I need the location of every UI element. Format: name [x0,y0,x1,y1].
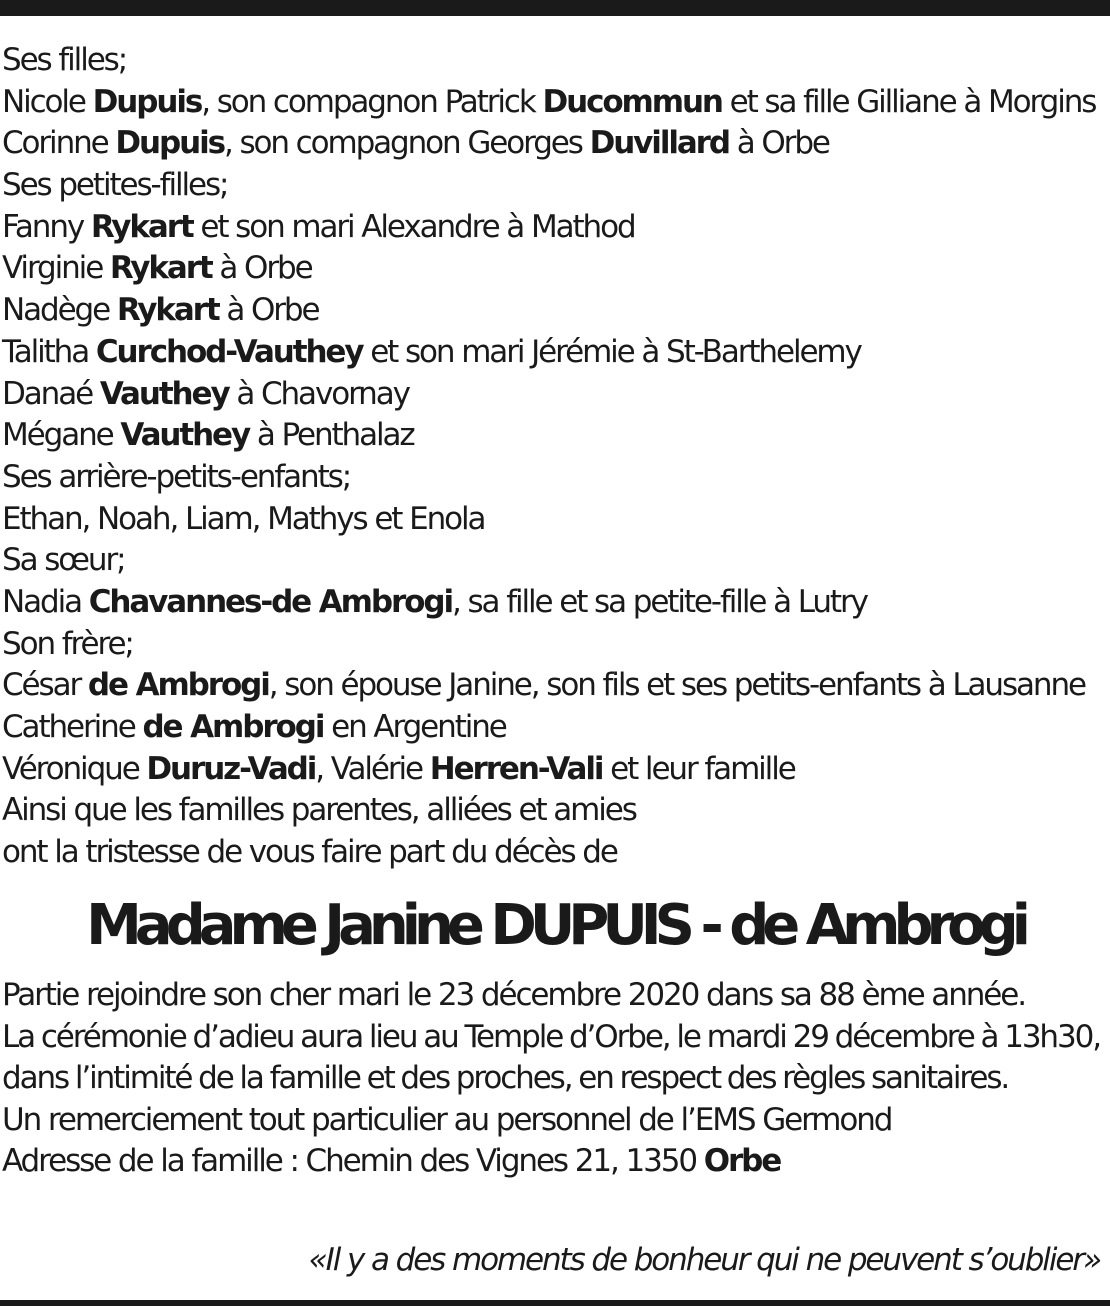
family-text: et leur famille [602,750,795,787]
family-text: , sa fille et sa petite-fille à Lutry [451,583,867,620]
family-text: Fanny [2,208,91,245]
family-text: Ainsi que les familles parentes, alliées et amies [2,792,636,829]
family-line [2,790,1108,832]
ceremony-paragraph: La cérémonie d’adieu aura lieu au Temple d’Orbe, le mardi 29 décembre à 13h30, dans l’intimité de la famille et des proches, en respect des règles sanitaires. [2,1018,1100,1096]
family-line [2,248,1108,290]
closing-quote: «Il y a des moments de bonheur qui ne peuvent s’oublier» [308,1242,1100,1278]
family-text: Nadia [2,583,89,620]
family-text: Ses filles; [2,42,127,78]
family-text: ont la tristesse de vous faire part du décès de [2,834,617,871]
family-surname: Vauthey [99,375,229,412]
family-line [2,374,1108,416]
family-text: , son épouse Janine, son fils et ses petits-enfants à Lausanne [268,667,1085,704]
family-line [2,82,1108,124]
family-line [2,665,1108,707]
family-text: et son mari Jérémie à St-Barthelemy [362,333,861,370]
family-text: Ses arrière-petits-enfants; [2,458,351,495]
bottom-border-rule [0,1300,1110,1306]
family-surname: Dupuis [92,83,202,120]
family-text: à Orbe [211,250,312,287]
family-surname: de Ambrogi [142,709,324,745]
thanks-line: Un remerciement tout particulier au personnel de l’EMS Germond [2,1101,892,1138]
family-surname: Dupuis [115,125,224,162]
family-surname: Rykart [116,292,219,329]
family-text: , son compagnon Patrick [201,83,543,120]
family-address [2,1141,1100,1183]
funeral-details [2,975,1100,1183]
family-text: Ethan, Noah, Liam, Mathys et Enola [2,500,485,537]
family-surname: Duvillard [589,125,729,162]
deceased-name: Madame Janine DUPUIS - de Ambrogi [86,893,1024,958]
family-line [2,457,1108,499]
family-surname: Rykart [109,250,212,287]
family-text: à Orbe [218,292,319,329]
family-text: , son compagnon Georges [223,125,590,162]
family-text: Corinne [2,125,116,162]
family-surname: Chavannes-de Ambrogi [88,583,452,620]
family-text: Sa sœur; [2,542,125,579]
family-line [2,582,1108,624]
family-text: à Penthalaz [249,417,414,454]
family-surname: Rykart [90,208,193,245]
family-text: et sa fille Gilliane à Morgins [721,83,1096,120]
family-text: et son mari Alexandre à Mathod [192,208,635,245]
family-text: en Argentine [323,709,506,745]
family-surname: Curchod-Vauthey [95,333,363,370]
family-line [2,415,1108,457]
address-text: Adresse de la famille : Chemin des Vignes 21, 1350 [2,1143,704,1179]
family-line [2,707,1108,749]
family-text: à Chavornay [228,375,409,412]
family-text: à Orbe [728,125,829,162]
death-notice: Partie rejoindre son cher mari le 23 décembre 2020 dans sa 88 ème année. [2,977,1026,1013]
family-line [2,207,1108,249]
family-line [2,624,1108,666]
family-list [2,40,1108,874]
family-text: Talitha [2,333,96,370]
family-line [2,123,1108,165]
family-text: Danaé [2,375,100,412]
family-text: César [2,667,88,704]
top-border-rule [0,0,1110,16]
family-surname: de Ambrogi [87,667,269,704]
family-text: Virginie [2,250,110,287]
family-line [2,499,1108,541]
family-line [2,332,1108,374]
family-text: Véronique [2,750,147,787]
family-line [2,540,1108,582]
family-surname: Duruz-Vadi [146,750,316,787]
address-city: Orbe [703,1143,781,1179]
family-text: Ses petites-filles; [2,167,228,204]
family-text: Nicole [2,83,93,120]
family-text: Catherine [2,709,143,745]
family-line [2,165,1108,207]
family-surname: Ducommun [542,83,722,120]
family-text: Son frère; [2,625,133,662]
family-surname: Herren-Vali [429,750,603,787]
family-line [2,40,1108,82]
family-text: Mégane [2,417,121,454]
family-line [2,290,1108,332]
family-text: Nadège [2,292,117,329]
family-line [2,832,1108,874]
family-line [2,749,1108,791]
family-surname: Vauthey [120,417,250,454]
family-text: , Valérie [315,750,430,787]
